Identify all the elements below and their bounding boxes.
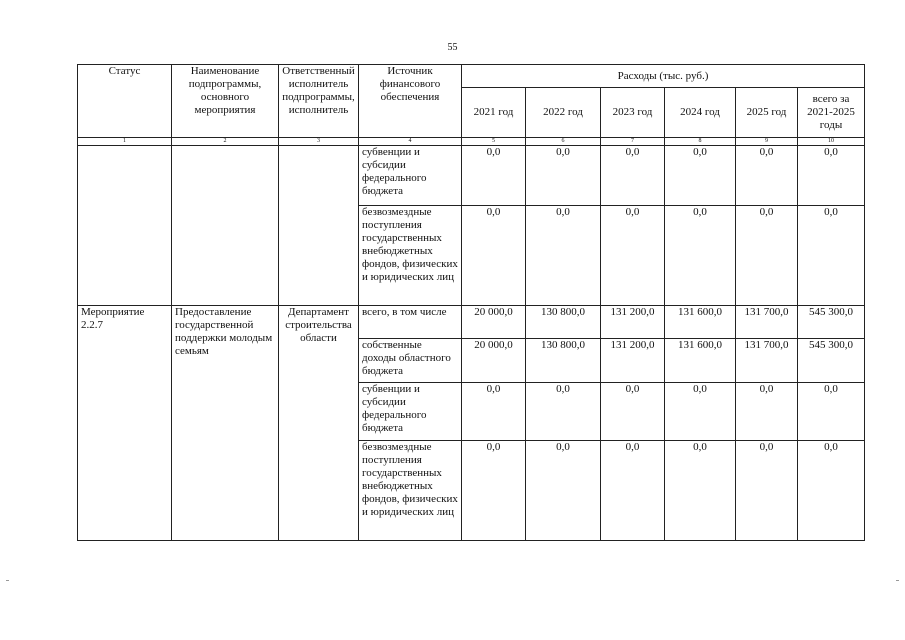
column-number: 2 xyxy=(172,138,279,146)
value-cell: 131 200,0 xyxy=(601,339,665,383)
value-cell: 131 600,0 xyxy=(665,306,736,339)
value-cell: 0,0 xyxy=(462,383,526,441)
scan-mark xyxy=(896,580,899,581)
budget-table xyxy=(77,64,865,541)
empty-executor-cell xyxy=(279,146,359,306)
source-cell: субвенции и субсидии федерального бюджета xyxy=(359,146,462,206)
column-number: 5 xyxy=(462,138,526,146)
value-cell: 131 700,0 xyxy=(736,306,798,339)
source-cell: безвозмездные поступления государственных внебюджетных фондов, физических и юридических лиц xyxy=(359,206,462,306)
value-cell: 0,0 xyxy=(526,441,601,541)
value-cell: 0,0 xyxy=(736,383,798,441)
value-cell: 0,0 xyxy=(665,146,736,206)
header-year: 2023 год xyxy=(601,88,665,138)
table-row xyxy=(78,306,865,339)
page-number: 55 xyxy=(447,42,458,53)
empty-status-cell xyxy=(78,146,172,306)
header-year: 2021 год xyxy=(462,88,526,138)
value-cell: 0,0 xyxy=(526,146,601,206)
header-total: всего за 2021-2025 годы xyxy=(798,88,865,138)
table-row xyxy=(78,146,865,206)
value-cell: 131 600,0 xyxy=(665,339,736,383)
column-number: 6 xyxy=(526,138,601,146)
source-cell: субвенции и субсидии федерального бюджета xyxy=(359,383,462,441)
source-cell: собственные доходы областного бюджета xyxy=(359,339,462,383)
value-cell: 20 000,0 xyxy=(462,306,526,339)
measure-executor: Департамент строительства области xyxy=(279,306,359,541)
value-cell: 130 800,0 xyxy=(526,339,601,383)
header-source: Источник финансового обеспечения xyxy=(359,65,462,138)
value-cell: 0,0 xyxy=(462,441,526,541)
column-number-row xyxy=(78,138,865,146)
column-number: 4 xyxy=(359,138,462,146)
value-cell: 0,0 xyxy=(798,146,865,206)
header-row-1 xyxy=(78,65,865,88)
column-number: 1 xyxy=(78,138,172,146)
empty-name-cell xyxy=(172,146,279,306)
value-cell: 0,0 xyxy=(798,383,865,441)
column-number: 7 xyxy=(601,138,665,146)
value-cell: 0,0 xyxy=(665,441,736,541)
value-cell: 545 300,0 xyxy=(798,339,865,383)
value-cell: 0,0 xyxy=(601,383,665,441)
value-cell: 0,0 xyxy=(736,441,798,541)
value-cell: 0,0 xyxy=(601,146,665,206)
value-cell: 0,0 xyxy=(462,206,526,306)
value-cell: 0,0 xyxy=(798,206,865,306)
source-cell: безвозмездные поступления государственных внебюджетных фондов, физических и юридических лиц xyxy=(359,441,462,541)
measure-status: Мероприятие 2.2.7 xyxy=(78,306,172,541)
value-cell: 0,0 xyxy=(736,146,798,206)
source-cell: всего, в том числе xyxy=(359,306,462,339)
value-cell: 545 300,0 xyxy=(798,306,865,339)
column-number: 8 xyxy=(665,138,736,146)
value-cell: 20 000,0 xyxy=(462,339,526,383)
value-cell: 0,0 xyxy=(798,441,865,541)
column-number: 9 xyxy=(736,138,798,146)
header-year: 2022 год xyxy=(526,88,601,138)
value-cell: 0,0 xyxy=(462,146,526,206)
value-cell: 131 700,0 xyxy=(736,339,798,383)
value-cell: 131 200,0 xyxy=(601,306,665,339)
header-name: Наименование подпрограммы, основного мероприятия xyxy=(172,65,279,138)
value-cell: 0,0 xyxy=(665,383,736,441)
header-year: 2025 год xyxy=(736,88,798,138)
value-cell: 0,0 xyxy=(526,383,601,441)
value-cell: 0,0 xyxy=(665,206,736,306)
value-cell: 0,0 xyxy=(601,206,665,306)
header-status: Статус xyxy=(78,65,172,138)
header-expenses: Расходы (тыс. руб.) xyxy=(462,65,865,88)
value-cell: 130 800,0 xyxy=(526,306,601,339)
header-executor: Ответственный исполнитель подпрограммы, исполнитель xyxy=(279,65,359,138)
measure-name: Предоставление государственной поддержки молодым семьям xyxy=(172,306,279,541)
value-cell: 0,0 xyxy=(601,441,665,541)
header-year: 2024 год xyxy=(665,88,736,138)
column-number: 3 xyxy=(279,138,359,146)
value-cell: 0,0 xyxy=(526,206,601,306)
column-number: 10 xyxy=(798,138,865,146)
scan-mark xyxy=(6,580,9,581)
value-cell: 0,0 xyxy=(736,206,798,306)
